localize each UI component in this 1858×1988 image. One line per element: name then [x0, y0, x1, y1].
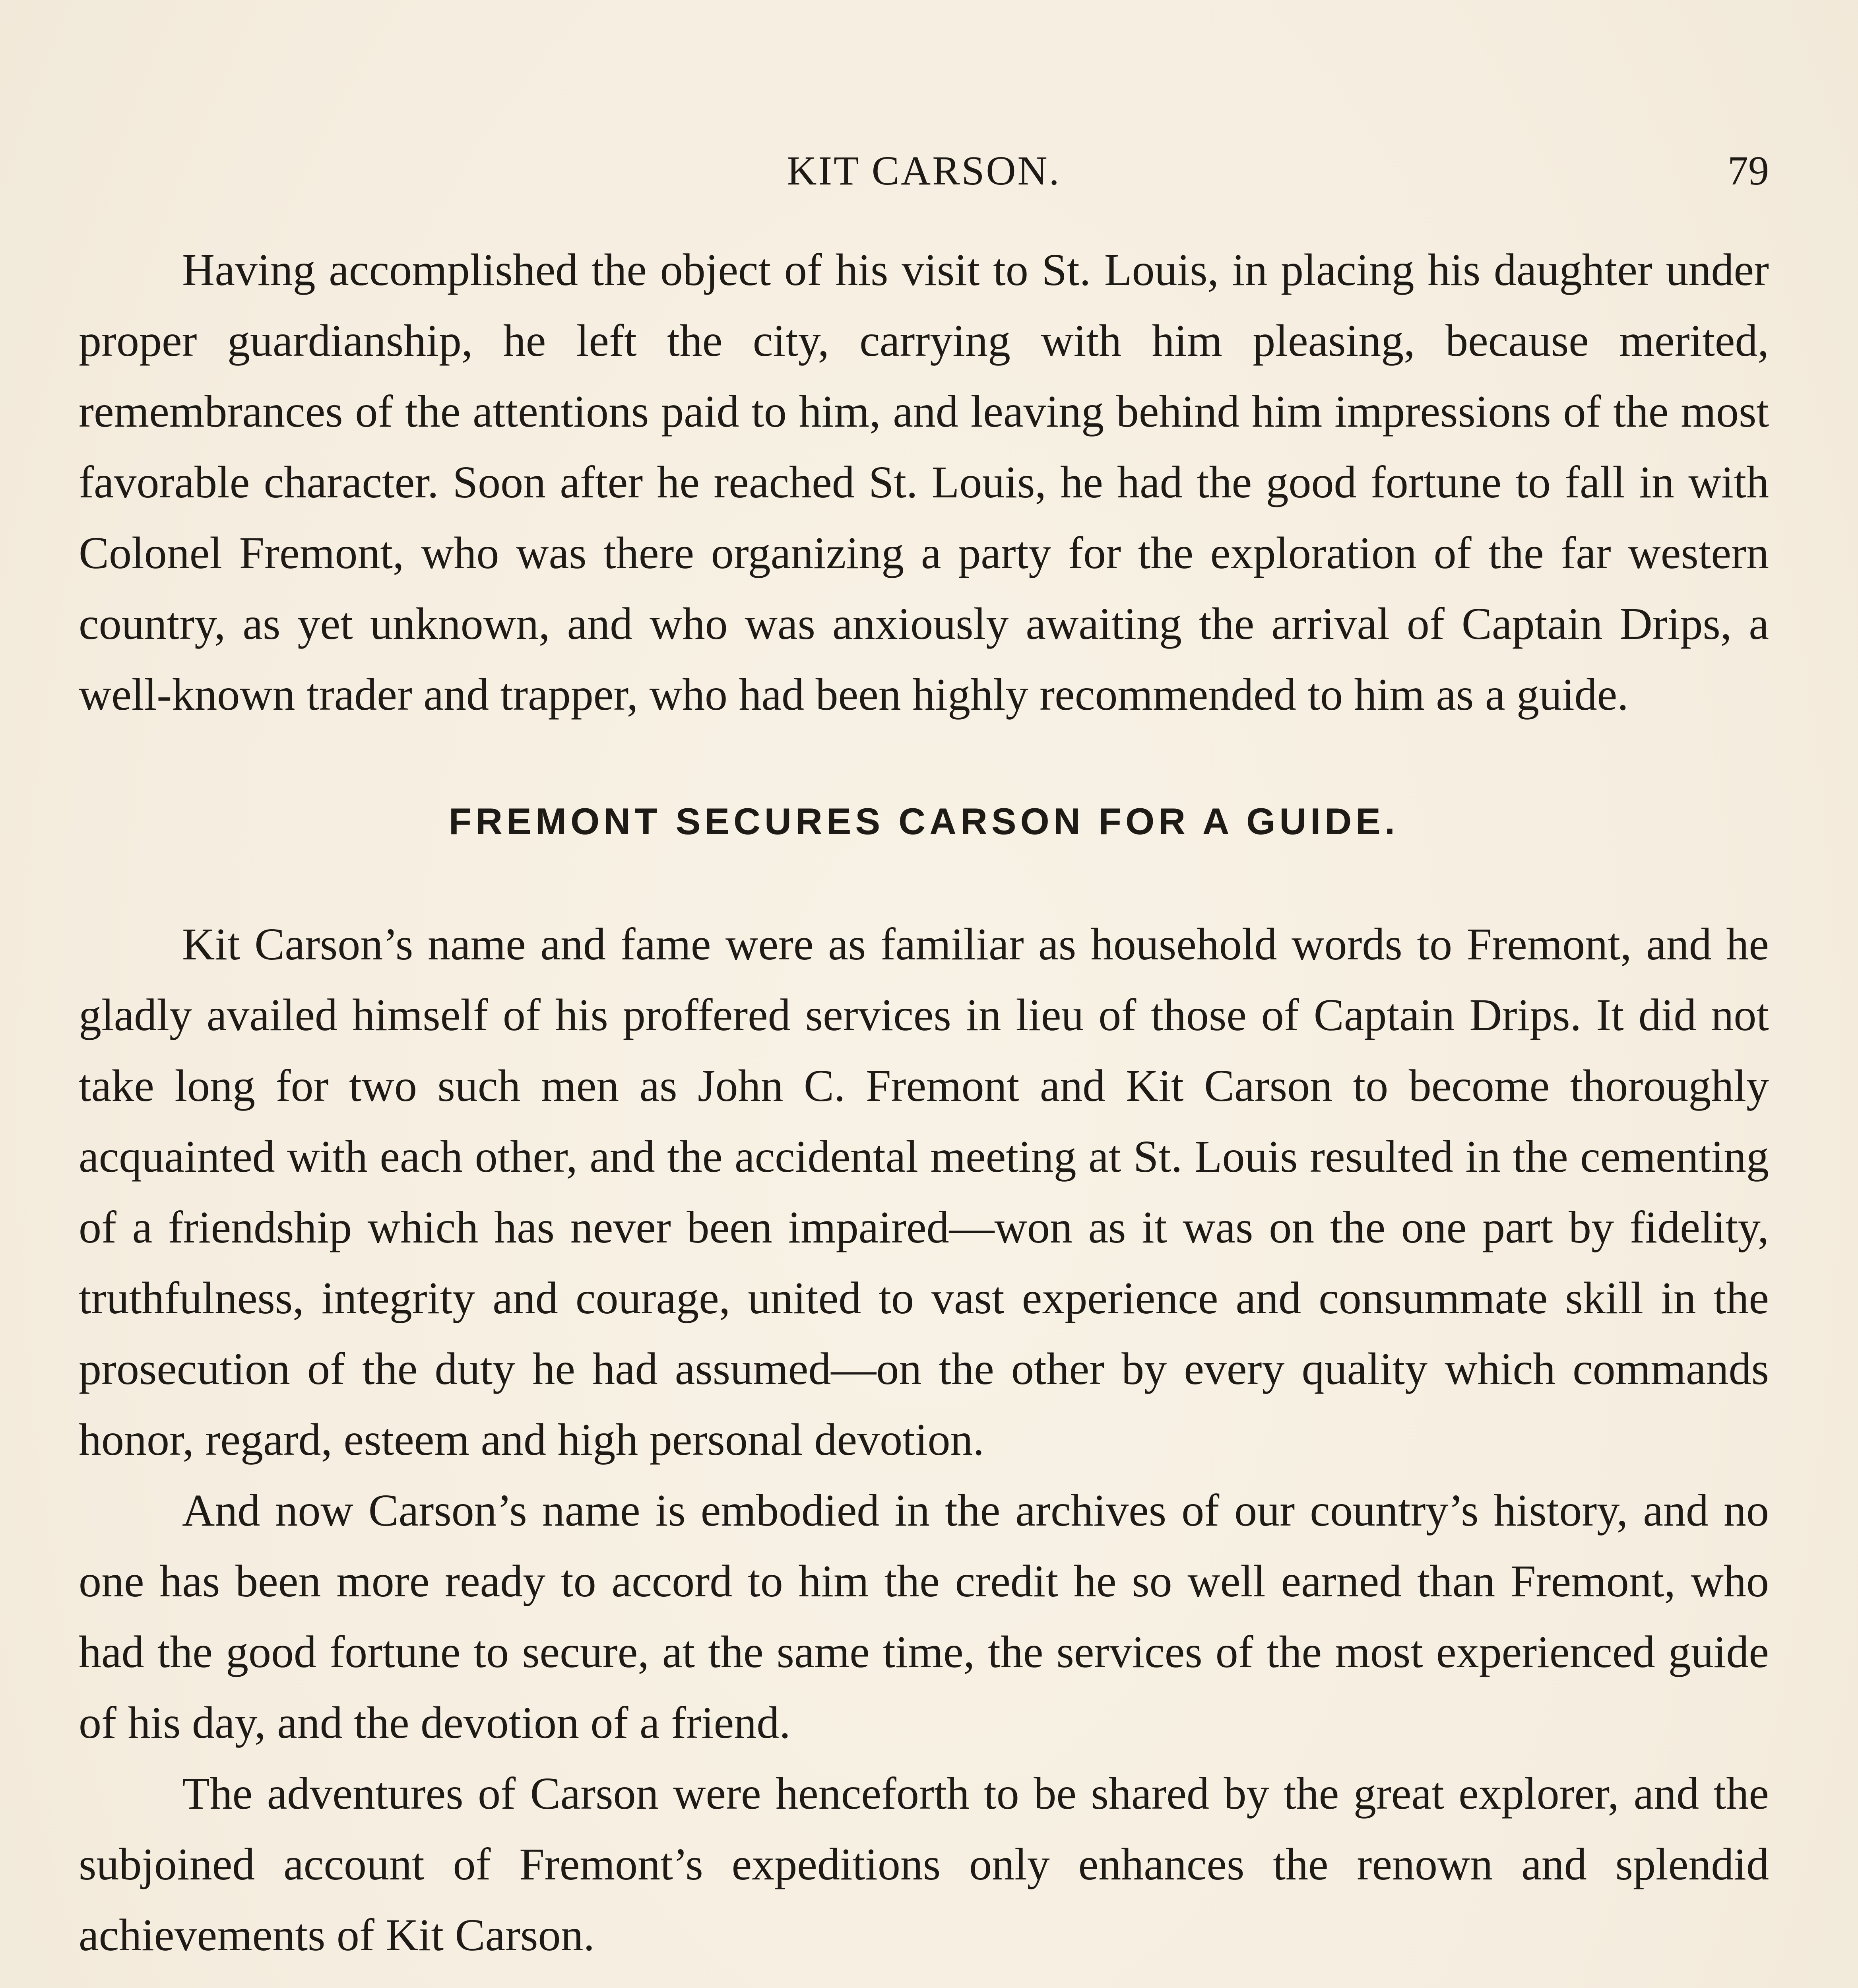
paragraph-1: Having accomplished the object of his visit to St. Louis, in placing his daughter under proper guardianship, he left the city, carrying with him pleasing, because merited, remembrances of the attentions paid to him, and leaving behind him impressions of the most favorable character. Soon after he reached St. Louis, he had the good fortune to fall in with Colonel Fremont, who was there organizing a party for the exploration of the far western country, as yet unknown, and who was anxiously awaiting the arrival of Captain Drips, a well-known trader and trapper, who had been highly recommended to him as a guide. [79, 245, 1769, 720]
body-text [79, 235, 1769, 1971]
section-heading: FREMONT SECURES CARSON FOR A GUIDE. [448, 800, 1399, 842]
page-number: 79 [1728, 148, 1769, 194]
running-title: KIT CARSON. [787, 148, 1061, 194]
paragraph-3: And now Carson’s name is embodied in the archives of our country’s history, and no one has been more ready to accord to him the credit he so well earned than Fremont, who had the good fortune to secure, at the same time, the services of the most experienced guide of his day, and the devotion of a friend. [79, 1485, 1769, 1748]
running-head [79, 147, 1769, 203]
paragraph-2: Kit Carson’s name and fame were as familiar as household words to Fremont, and he gladly availed himself of his proffered services in lieu of those of Captain Drips. It did not take long for two such men as John C. Fremont and Kit Carson to become thoroughly acquainted with each other, and the accidental meeting at St. Louis resulted in the cementing of a friendship which has never been impaired—won as it was on the one part by fidelity, truthfulness, integrity and courage, united to vast experience and consummate skill in the prosecution of the duty he had assumed—on the other by every quality which commands honor, regard, esteem and high personal devotion. [79, 919, 1769, 1465]
paragraph-4: The adventures of Carson were henceforth to be shared by the great explorer, and the subjoined account of Fremont’s expeditions only enhances the renown and splendid achievements of Kit Carson. [79, 1768, 1769, 1960]
